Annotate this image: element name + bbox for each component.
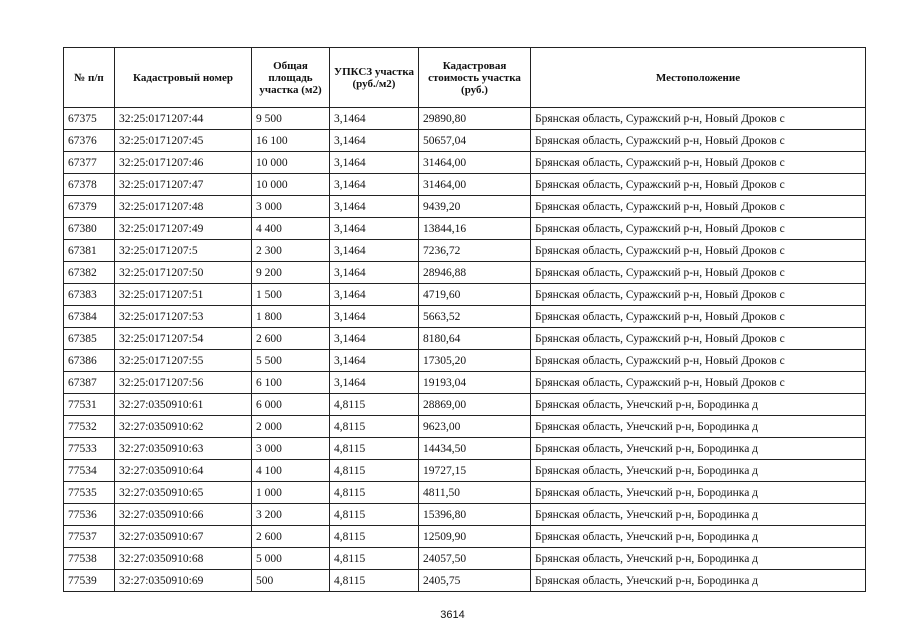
area-cell: 2 600 (252, 526, 330, 548)
page-number: 3614 (440, 609, 465, 621)
location-cell: Брянская область, Суражский р-н, Новый Дроков с (531, 262, 866, 284)
cadastral-value-cell: 12509,90 (419, 526, 531, 548)
area-cell: 10 000 (252, 174, 330, 196)
row-number-cell: 77533 (64, 438, 115, 460)
area-cell: 2 000 (252, 416, 330, 438)
upksz-cell: 3,1464 (330, 284, 419, 306)
upksz-cell: 4,8115 (330, 504, 419, 526)
cadastral-value-cell: 50657,04 (419, 130, 531, 152)
area-cell: 10 000 (252, 152, 330, 174)
area-cell: 1 800 (252, 306, 330, 328)
cadastral-value-cell: 29890,80 (419, 108, 531, 130)
upksz-cell: 4,8115 (330, 548, 419, 570)
upksz-cell: 3,1464 (330, 108, 419, 130)
cadastral-value-cell: 28869,00 (419, 394, 531, 416)
cadastral-number-cell: 32:25:0171207:46 (115, 152, 252, 174)
cadastral-number-cell: 32:27:0350910:62 (115, 416, 252, 438)
upksz-cell: 4,8115 (330, 526, 419, 548)
table-row (64, 460, 866, 482)
upksz-cell: 3,1464 (330, 240, 419, 262)
row-number-cell: 67385 (64, 328, 115, 350)
cadastral-number-cell: 32:25:0171207:51 (115, 284, 252, 306)
row-number-cell: 77536 (64, 504, 115, 526)
upksz-cell: 3,1464 (330, 196, 419, 218)
table-row (64, 174, 866, 196)
upksz-cell: 3,1464 (330, 174, 419, 196)
location-cell: Брянская область, Суражский р-н, Новый Дроков с (531, 174, 866, 196)
upksz-cell: 3,1464 (330, 328, 419, 350)
row-number-cell: 77531 (64, 394, 115, 416)
cadastral-value-cell: 8180,64 (419, 328, 531, 350)
row-number-cell: 77532 (64, 416, 115, 438)
area-cell: 3 200 (252, 504, 330, 526)
cadastral-number-cell: 32:25:0171207:56 (115, 372, 252, 394)
area-cell: 9 500 (252, 108, 330, 130)
upksz-cell: 4,8115 (330, 416, 419, 438)
location-cell: Брянская область, Суражский р-н, Новый Дроков с (531, 328, 866, 350)
area-cell: 2 600 (252, 328, 330, 350)
cadastral-number-cell: 32:25:0171207:55 (115, 350, 252, 372)
area-cell: 3 000 (252, 438, 330, 460)
cadastral-value-cell: 15396,80 (419, 504, 531, 526)
table-row (64, 570, 866, 592)
cadastral-number-cell: 32:27:0350910:67 (115, 526, 252, 548)
cadastral-number-cell: 32:27:0350910:63 (115, 438, 252, 460)
row-number-cell: 67379 (64, 196, 115, 218)
row-number-cell: 67378 (64, 174, 115, 196)
cadastral-value-cell: 19193,04 (419, 372, 531, 394)
row-number-cell: 67375 (64, 108, 115, 130)
row-number-cell: 67380 (64, 218, 115, 240)
table-row (64, 328, 866, 350)
location-cell: Брянская область, Суражский р-н, Новый Дроков с (531, 350, 866, 372)
location-cell: Брянская область, Суражский р-н, Новый Дроков с (531, 306, 866, 328)
cadastral-value-cell: 31464,00 (419, 174, 531, 196)
table-row (64, 526, 866, 548)
cadastral-number-cell: 32:25:0171207:45 (115, 130, 252, 152)
row-number-cell: 77538 (64, 548, 115, 570)
location-cell: Брянская область, Суражский р-н, Новый Дроков с (531, 196, 866, 218)
location-cell: Брянская область, Унечский р-н, Бородинка д (531, 482, 866, 504)
location-cell: Брянская область, Унечский р-н, Бородинка д (531, 526, 866, 548)
cadastral-value-cell: 4811,50 (419, 482, 531, 504)
location-cell: Брянская область, Унечский р-н, Бородинка д (531, 438, 866, 460)
table-row (64, 152, 866, 174)
cadastral-value-cell: 31464,00 (419, 152, 531, 174)
cadastral-number-cell: 32:25:0171207:47 (115, 174, 252, 196)
cadastral-value-cell: 4719,60 (419, 284, 531, 306)
cadastral-number-cell: 32:25:0171207:5 (115, 240, 252, 262)
area-cell: 1 000 (252, 482, 330, 504)
table-header-row (64, 48, 866, 108)
table-row (64, 262, 866, 284)
table-row (64, 218, 866, 240)
area-cell: 4 100 (252, 460, 330, 482)
table-row (64, 482, 866, 504)
upksz-cell: 4,8115 (330, 460, 419, 482)
cadastral-value-cell: 7236,72 (419, 240, 531, 262)
cadastral-number-cell: 32:27:0350910:69 (115, 570, 252, 592)
row-number-cell: 77539 (64, 570, 115, 592)
row-number-cell: 77535 (64, 482, 115, 504)
table-row (64, 196, 866, 218)
cadastral-value-cell: 24057,50 (419, 548, 531, 570)
header-location: Местоположение (531, 48, 866, 108)
table-row (64, 350, 866, 372)
upksz-cell: 4,8115 (330, 482, 419, 504)
table-row (64, 284, 866, 306)
upksz-cell: 3,1464 (330, 152, 419, 174)
row-number-cell: 67381 (64, 240, 115, 262)
row-number-cell: 77534 (64, 460, 115, 482)
cadastral-number-cell: 32:25:0171207:48 (115, 196, 252, 218)
cadastral-value-cell: 28946,88 (419, 262, 531, 284)
upksz-cell: 3,1464 (330, 262, 419, 284)
cadastral-number-cell: 32:27:0350910:66 (115, 504, 252, 526)
table-row (64, 306, 866, 328)
upksz-cell: 3,1464 (330, 306, 419, 328)
location-cell: Брянская область, Унечский р-н, Бородинка д (531, 460, 866, 482)
cadastral-number-cell: 32:27:0350910:61 (115, 394, 252, 416)
cadastral-number-cell: 32:25:0171207:44 (115, 108, 252, 130)
row-number-cell: 77537 (64, 526, 115, 548)
cadastral-number-cell: 32:27:0350910:64 (115, 460, 252, 482)
location-cell: Брянская область, Унечский р-н, Бородинка д (531, 416, 866, 438)
row-number-cell: 67384 (64, 306, 115, 328)
area-cell: 16 100 (252, 130, 330, 152)
upksz-cell: 3,1464 (330, 350, 419, 372)
location-cell: Брянская область, Суражский р-н, Новый Дроков с (531, 108, 866, 130)
cadastral-value-cell: 9439,20 (419, 196, 531, 218)
cadastral-number-cell: 32:25:0171207:50 (115, 262, 252, 284)
header-cadastral-value: Кадастровая стоимость участка (руб.) (419, 48, 531, 108)
cadastral-value-cell: 19727,15 (419, 460, 531, 482)
upksz-cell: 4,8115 (330, 438, 419, 460)
area-cell: 9 200 (252, 262, 330, 284)
header-area: Общая площадь участка (м2) (252, 48, 330, 108)
location-cell: Брянская область, Унечский р-н, Бородинка д (531, 504, 866, 526)
location-cell: Брянская область, Унечский р-н, Бородинка д (531, 394, 866, 416)
row-number-cell: 67382 (64, 262, 115, 284)
location-cell: Брянская область, Суражский р-н, Новый Дроков с (531, 218, 866, 240)
area-cell: 3 000 (252, 196, 330, 218)
area-cell: 5 500 (252, 350, 330, 372)
row-number-cell: 67383 (64, 284, 115, 306)
upksz-cell: 3,1464 (330, 218, 419, 240)
header-cadastral-number: Кадастровый номер (115, 48, 252, 108)
header-row-number: № п/п (64, 48, 115, 108)
cadastral-table (63, 47, 866, 592)
table-row (64, 504, 866, 526)
table-row (64, 438, 866, 460)
header-upksz: УПКСЗ участка (руб./м2) (330, 48, 419, 108)
table-body (64, 108, 866, 592)
location-cell: Брянская область, Суражский р-н, Новый Дроков с (531, 130, 866, 152)
table-row (64, 548, 866, 570)
upksz-cell: 3,1464 (330, 372, 419, 394)
table-row (64, 130, 866, 152)
cadastral-number-cell: 32:25:0171207:54 (115, 328, 252, 350)
cadastral-value-cell: 14434,50 (419, 438, 531, 460)
cadastral-number-cell: 32:25:0171207:53 (115, 306, 252, 328)
location-cell: Брянская область, Суражский р-н, Новый Дроков с (531, 284, 866, 306)
area-cell: 5 000 (252, 548, 330, 570)
cadastral-value-cell: 2405,75 (419, 570, 531, 592)
location-cell: Брянская область, Унечский р-н, Бородинка д (531, 548, 866, 570)
area-cell: 6 100 (252, 372, 330, 394)
row-number-cell: 67377 (64, 152, 115, 174)
area-cell: 2 300 (252, 240, 330, 262)
row-number-cell: 67386 (64, 350, 115, 372)
cadastral-value-cell: 9623,00 (419, 416, 531, 438)
row-number-cell: 67387 (64, 372, 115, 394)
area-cell: 500 (252, 570, 330, 592)
location-cell: Брянская область, Суражский р-н, Новый Дроков с (531, 152, 866, 174)
location-cell: Брянская область, Суражский р-н, Новый Дроков с (531, 372, 866, 394)
cadastral-number-cell: 32:27:0350910:65 (115, 482, 252, 504)
row-number-cell: 67376 (64, 130, 115, 152)
table-row (64, 240, 866, 262)
table-row (64, 394, 866, 416)
area-cell: 4 400 (252, 218, 330, 240)
upksz-cell: 3,1464 (330, 130, 419, 152)
table-row (64, 416, 866, 438)
upksz-cell: 4,8115 (330, 394, 419, 416)
location-cell: Брянская область, Унечский р-н, Бородинка д (531, 570, 866, 592)
table-row (64, 108, 866, 130)
area-cell: 6 000 (252, 394, 330, 416)
table-row (64, 372, 866, 394)
area-cell: 1 500 (252, 284, 330, 306)
cadastral-number-cell: 32:27:0350910:68 (115, 548, 252, 570)
upksz-cell: 4,8115 (330, 570, 419, 592)
cadastral-number-cell: 32:25:0171207:49 (115, 218, 252, 240)
location-cell: Брянская область, Суражский р-н, Новый Дроков с (531, 240, 866, 262)
cadastral-value-cell: 13844,16 (419, 218, 531, 240)
cadastral-value-cell: 17305,20 (419, 350, 531, 372)
cadastral-value-cell: 5663,52 (419, 306, 531, 328)
